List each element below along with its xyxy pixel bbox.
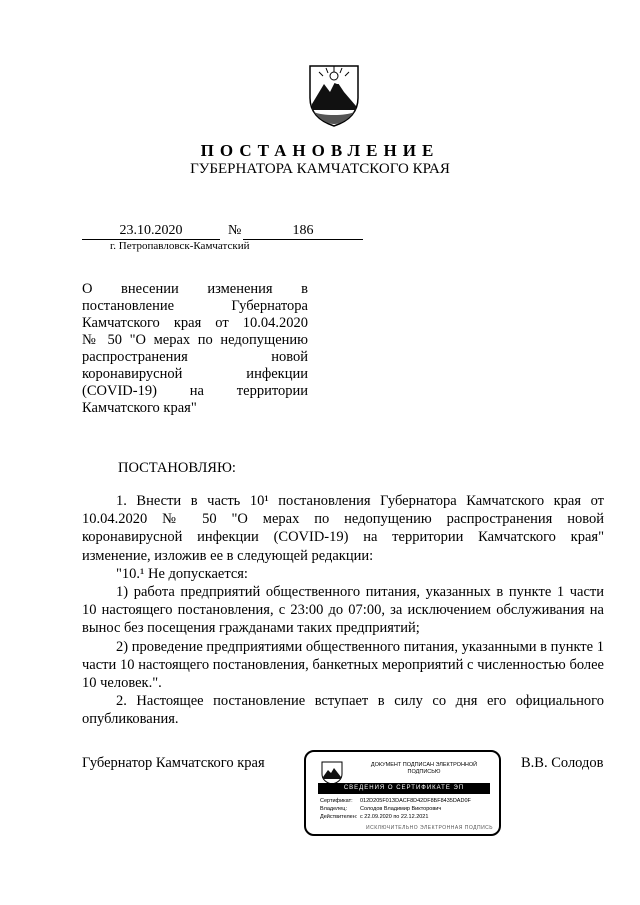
stamp-emblem-icon	[321, 761, 343, 785]
stamp-owner-row	[320, 806, 496, 813]
subject-line: О внесении изменения в	[82, 281, 308, 297]
document-title: ПОСТАНОВЛЕНИЕ	[200, 141, 440, 160]
number-sign: №	[228, 223, 242, 238]
paragraph: "10.¹ Не допускается:	[116, 565, 248, 582]
paragraph: 2) проведение предприятиями общественного питания, указанными в пункте 1 части 10 настоящего постановления, банкетных мероприятий с численностью более 10 человек.".	[82, 638, 604, 692]
paragraph: 2. Настоящее постановление вступает в силу со дня его официального опубликования.	[82, 693, 604, 728]
subject-line: распространения новой	[82, 349, 308, 365]
subject-line: постановление Губернатора	[82, 298, 308, 314]
stamp-cert-label: Сертификат:	[320, 798, 353, 804]
stamp-valid-value: с 22.09.2020 по 22.12.2021	[360, 814, 429, 820]
electronic-signature-stamp	[304, 750, 501, 836]
document-date: 23.10.2020	[82, 222, 220, 240]
document-place: г. Петропавловск-Камчатский	[110, 240, 250, 252]
paragraph: 1) работа предприятий общественного питания, указанных в пункте 1 части 10 настоящего постановления, с 23:00 до 07:00, за исключением обслуживания на вынос без посещения гражданами таких предприятий;	[82, 584, 604, 637]
document-number: 186	[243, 222, 363, 240]
subject-line: (COVID-19) на территории	[82, 383, 308, 399]
stamp-owner-label: Владелец:	[320, 806, 347, 812]
subject-line: Камчатского края от 10.04.2020	[82, 315, 308, 331]
signatory-position: Губернатор Камчатского края	[82, 755, 265, 771]
stamp-cert-row	[320, 798, 496, 805]
stamp-valid-label: Действителен:	[320, 814, 358, 820]
signatory-name: В.В. Солодов	[521, 755, 604, 771]
stamp-cert-value: 012D205F01ЗDAСF8D42DF8БF8435DAD0F	[360, 798, 471, 804]
document-body	[82, 492, 604, 729]
stamp-valid-row	[320, 814, 496, 821]
subject-line: № 50 "О мерах по недопущению	[82, 332, 308, 348]
stamp-owner-value: Солодов Владимир Викторович	[360, 806, 442, 812]
stamp-header: ДОКУМЕНТ ПОДПИСАН ЭЛЕКТРОННОЙ ПОДПИСЬЮ	[370, 762, 478, 775]
subject-line: коронавирусной инфекции	[82, 366, 308, 382]
document-subtitle: ГУБЕРНАТОРА КАМЧАТСКОГО КРАЯ	[190, 161, 450, 177]
subject-line: Камчатского края"	[82, 400, 197, 416]
coat-of-arms-icon	[306, 62, 362, 128]
document-subject	[82, 281, 308, 417]
stamp-footer: ИСКЛЮЧИТЕЛЬНО ЭЛЕКТРОННАЯ ПОДПИСЬ	[366, 825, 494, 831]
stamp-cert-title: СВЕДЕНИЯ О СЕРТИФИКАТЕ ЭП	[318, 783, 490, 794]
decree-word: ПОСТАНОВЛЯЮ:	[118, 460, 236, 476]
paragraph: 1. Внести в часть 10¹ постановления Губернатора Камчатского края от 10.04.2020 № 50 "О мерах по недопущению распространения новой коронавирусной инфекции (COVID-19) на территории Камчатского края" изменение, изложив ее в следующей редакции:	[82, 493, 604, 564]
